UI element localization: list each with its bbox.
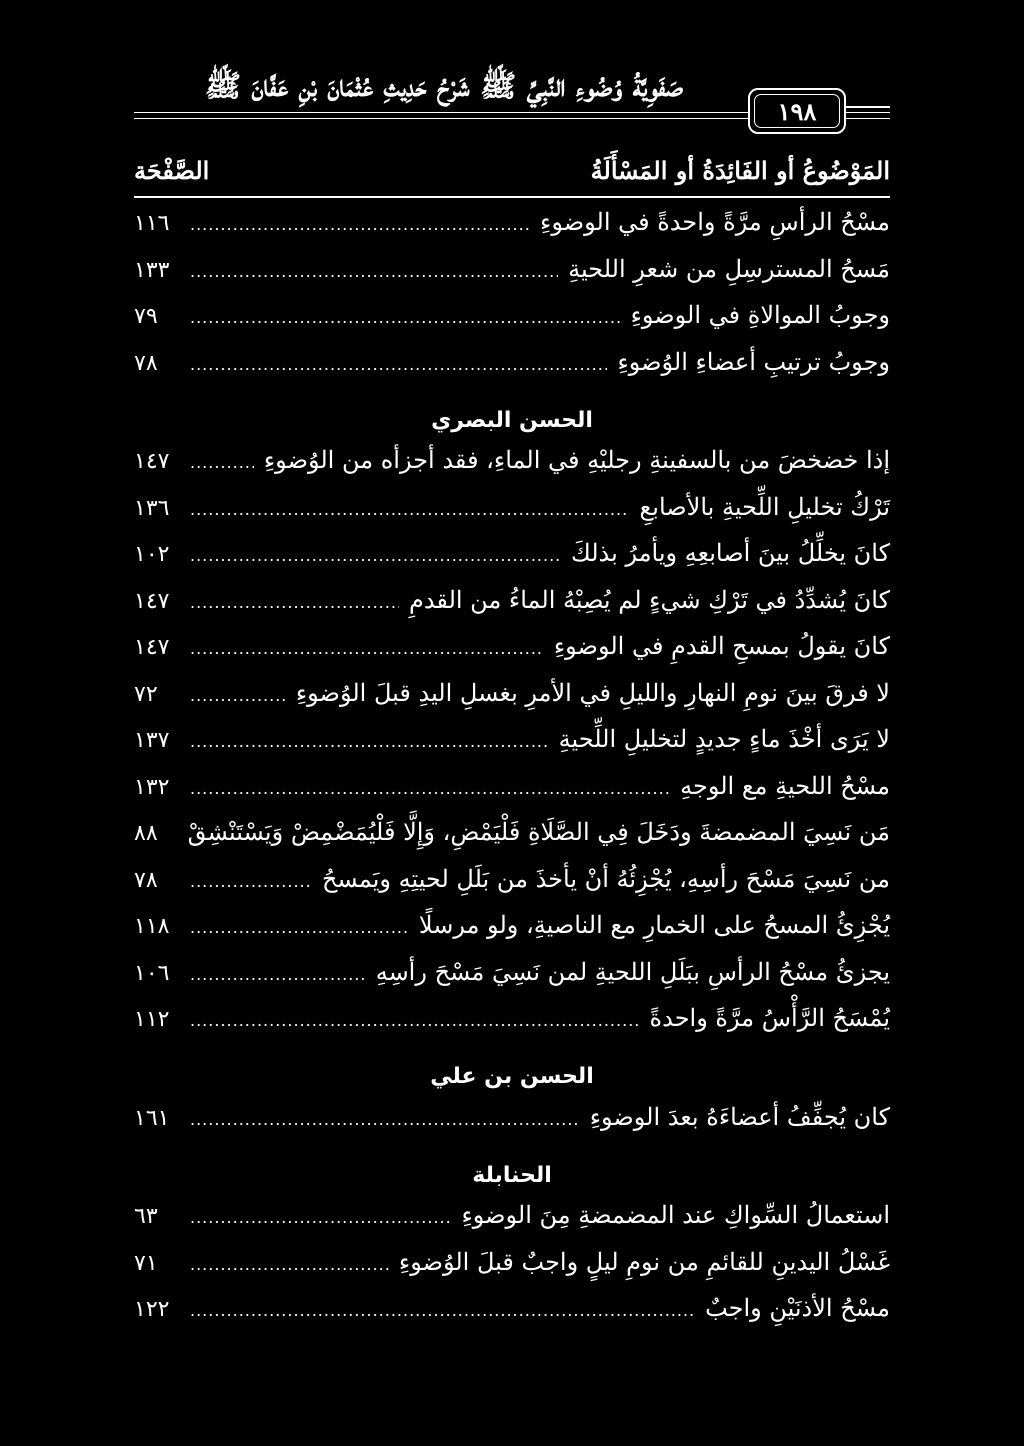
entry-text: كانَ يقولُ بمسحِ القدمِ في الوضوءِ	[553, 632, 890, 660]
index-entry	[134, 1103, 890, 1150]
section-heading: الحنابلة	[472, 1162, 552, 1188]
entry-text: كانَ يخلِّلُ بينَ أصابعِهِ ويأمرُ بذلكَ	[571, 539, 890, 567]
entry-text: غَسْلُ اليدينِ للقائمِ من نومِ ليلٍ واجبٌ قبلَ الوُضوءِ	[398, 1247, 890, 1276]
entry-page: ٦٣	[134, 1204, 158, 1229]
index-entry	[134, 865, 890, 912]
index-entry	[134, 725, 890, 772]
entry-page: ٧١	[134, 1250, 158, 1276]
leader-dots	[190, 500, 630, 519]
index-entry	[134, 1201, 890, 1248]
entry-page: ١١٦	[134, 211, 170, 236]
index-entry	[134, 679, 890, 726]
topic-column-header: المَوْضُوعُ أو الفَائِدَةُ أو المَسْأَلَةُ	[590, 155, 890, 185]
page-number: ١٩٨	[754, 94, 840, 128]
leader-dots	[190, 1110, 580, 1129]
leader-dots	[190, 1301, 695, 1320]
entry-page: ١٢٢	[134, 1297, 170, 1322]
leader-dots	[190, 779, 670, 798]
leader-dots	[190, 1255, 389, 1274]
index-list	[134, 208, 890, 1341]
entry-page: ١٣٢	[134, 774, 170, 800]
index-entry	[134, 446, 890, 493]
index-entry	[134, 818, 890, 865]
entry-page: ١٤٧	[134, 588, 170, 614]
entry-text: مسْحُ الرأسِ مرَّةً واحدةً في الوضوءِ	[540, 208, 890, 236]
leader-dots	[190, 732, 549, 751]
running-title: صَفَوِيَّةُ وُضُوءِ النَّبِيِّ ﷺ شَرْحُ حَدِيثِ عُثْمَانَ بْنِ عَفَّانَ ﷺ	[134, 68, 754, 111]
entry-text: إذا خضخضَ من بالسفينةِ رجليْهِ في الماءِ، فقد أجزأه من الوُضوءِ	[263, 446, 890, 474]
index-entry	[134, 348, 890, 395]
entry-text: يُجْزِئُ المسحُ على الخمارِ مع الناصيةِ، ولو مرسلًا	[418, 911, 890, 939]
entry-text: كانَ يُشدِّدُ في تَرْكِ شيءٍ لم يُصِبْهُ الماءُ من القدمِ	[408, 585, 890, 614]
leader-dots	[190, 965, 366, 984]
column-headers	[134, 150, 890, 198]
entry-page: ٧٩	[134, 304, 158, 329]
leader-dots	[190, 215, 530, 234]
entry-text: مَسحُ المسترسِلِ من شعرِ اللحيةِ	[568, 254, 890, 283]
entry-text: من نَسِيَ مَسْحَ رأسِهِ، يُجْزِئُهُ أنْ يأخذَ من بَلَلِ لحيتِهِ ويَمسحُ	[321, 864, 890, 893]
index-entry	[134, 1294, 890, 1341]
leader-dots	[190, 355, 607, 374]
entry-page: ١٣٧	[134, 728, 170, 753]
entry-text: يُمْسَحُ الرَّأْسُ مرَّةً واحدةً	[649, 1004, 890, 1032]
entry-page: ١١٨	[134, 914, 170, 939]
section-heading: الحسن بن علي	[430, 1064, 594, 1089]
entry-page: ١٠٢	[134, 542, 170, 567]
page-column-header: الصَّفْحَة	[134, 155, 210, 185]
index-entry	[134, 1004, 890, 1051]
index-entry	[134, 586, 890, 633]
entry-text: لا فرقَ بينَ نومِ النهارِ والليلِ في الأمرِ بغسلِ اليدِ قبلَ الوُضوءِ	[295, 678, 890, 707]
entry-page: ١١٢	[134, 1007, 170, 1032]
entry-text: وجوبُ ترتيبِ أعضاءِ الوُضوءِ	[617, 347, 890, 376]
leader-dots	[190, 639, 544, 658]
entry-text: لا يَرَى أخْذَ ماءٍ جديدٍ لتخليلِ اللِّحيةِ	[558, 725, 890, 753]
entry-page: ١٠٦	[134, 960, 170, 986]
entry-page: ١٤٧	[134, 449, 170, 474]
entry-text: يجزئُ مسْحُ الرأسِ ببَلَلِ اللحيةِ لمن نَسِيَ مَسْحَ رأسِهِ	[375, 957, 890, 986]
page-number-frame	[748, 88, 846, 134]
index-entry	[134, 493, 890, 540]
entry-page: ١٦١	[134, 1105, 170, 1131]
entry-page: ٧٨	[134, 867, 158, 893]
entry-page: ١٣٣	[134, 257, 170, 283]
entry-text: استعمالُ السِّواكِ عند المضمضةِ مِنَ الوضوءِ	[461, 1201, 890, 1229]
leader-dots	[190, 593, 399, 612]
index-entry	[134, 911, 890, 958]
leader-dots	[190, 686, 286, 705]
entry-text: مسْحُ اللحيةِ مع الوجهِ	[680, 771, 890, 800]
entry-text: مسْحُ الأذنَيْنِ واجبٌ	[705, 1294, 890, 1322]
entry-page: ٧٨	[134, 350, 158, 376]
leader-dots	[190, 308, 621, 327]
index-entry	[134, 539, 890, 586]
entry-page: ١٣٦	[134, 495, 170, 521]
leader-dots	[190, 918, 409, 937]
section-heading: الحسن البصري	[431, 407, 593, 433]
entry-page: ٧٢	[134, 681, 158, 707]
entry-text: كان يُجفِّفُ أعضاءَهُ بعدَ الوضوءِ	[589, 1102, 890, 1131]
index-entry	[134, 958, 890, 1005]
index-entry	[134, 772, 890, 819]
leader-dots	[190, 262, 558, 281]
page-header	[134, 62, 890, 132]
index-entry	[134, 255, 890, 302]
index-entry	[134, 301, 890, 348]
leader-dots	[190, 453, 254, 472]
entry-page: ١٤٧	[134, 635, 170, 660]
index-entry	[134, 632, 890, 679]
entry-page: ٨٨	[134, 821, 158, 846]
entry-text: تَرْكُ تخليلِ اللِّحيةِ بالأصابعِ	[639, 492, 890, 521]
leader-dots	[190, 1011, 640, 1030]
leader-dots	[190, 1208, 451, 1227]
entry-text: مَن نَسِيَ المضمضةَ ودَخَلَ فِي الصَّلَاةِ فَلْيَمْضِ، وَإِلَّا فَلْيُمَضْمِضْ وَيَسْتَنْشِقْ	[187, 818, 890, 846]
index-entry	[134, 208, 890, 255]
entry-text: وجوبُ الموالاةِ في الوضوءِ	[630, 301, 890, 329]
leader-dots	[190, 546, 561, 565]
index-entry	[134, 1248, 890, 1295]
leader-dots	[190, 872, 312, 891]
